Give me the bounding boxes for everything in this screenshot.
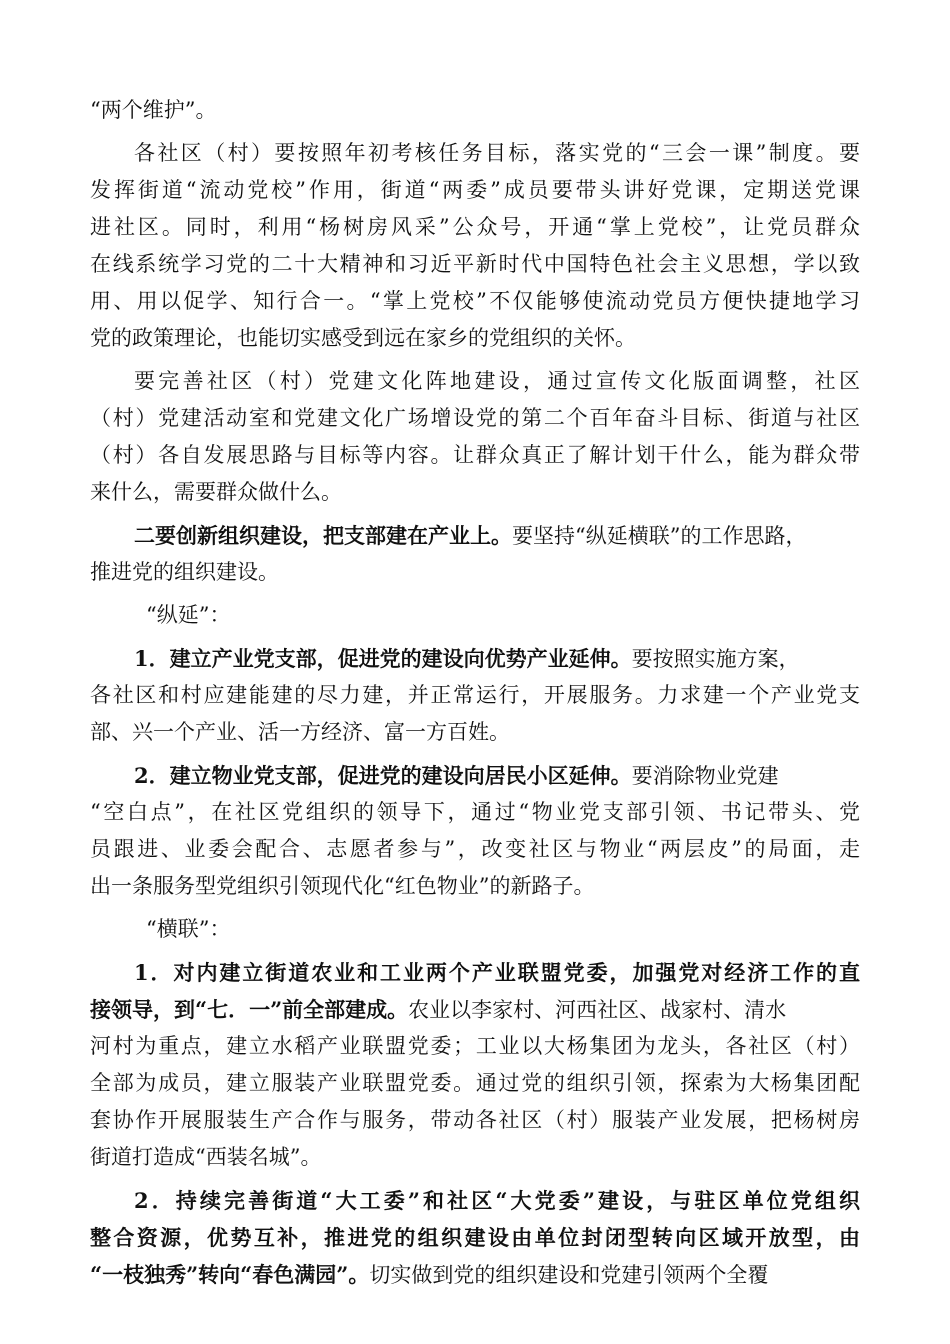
item-first-line (90, 757, 860, 794)
item-heading: 接领导，到“七．一”前全部建成。 (90, 997, 409, 1022)
text-line: 在线系统学习党的二十大精神和习近平新时代中国特色社会主义思想，学以致 (90, 252, 860, 276)
item-heading-line: 整合资源，优势互补，推进党的组织建设由单位封闭型转向区域开放型，由 (90, 1225, 860, 1250)
section-heading-text: 要坚持“纵延横联”的工作思路， (512, 524, 807, 548)
paragraph-first-line: 要完善社区（村）党建文化阵地建设，通过宣传文化版面调整，社区 (134, 369, 860, 393)
text-line: 套协作开展服装生产合作与服务，带动各社区（村）服装产业发展，把杨树房 (90, 1108, 860, 1132)
item-heading-line: 2．持续完善街道“大工委”和社区“大党委”建设，与驻区单位党组织 (134, 1188, 860, 1213)
item-first-line (90, 640, 860, 677)
text-line: 各社区和村应建能建的尽力建，并正常运行，开展服务。力求建一个产业党支 (90, 683, 860, 707)
text-line: 用、用以促学、知行合一。“掌上党校”不仅能够使流动党员方便快捷地学习 (90, 289, 860, 313)
item-text: 切实做到党的组织建设和党建引领两个全覆 (369, 1263, 769, 1287)
document-body (90, 92, 860, 1293)
section-heading-line (90, 517, 860, 554)
text-line: 河村为重点，建立水稻产业联盟党委；工业以大杨集团为龙头，各社区（村） (90, 1034, 860, 1058)
text-line: 街道打造成“西装名城”。 (90, 1145, 322, 1169)
item-text: 要按照实施方案， (631, 647, 800, 671)
text-line: 推进党的组织建设。 (90, 560, 279, 584)
item-text: 农业以李家村、河西社区、战家村、清水 (408, 998, 787, 1022)
text-line: 进社区。同时，利用“杨树房风采”公众号，开通“掌上党校”，让党员群众 (90, 215, 860, 239)
text-line: 全部为成员，建立服装产业联盟党委。通过党的组织引领，探索为大杨集团配 (90, 1071, 860, 1095)
item-text: 要消除物业党建 (631, 764, 779, 788)
item-heading: 2．建立物业党支部，促进党的建设向居民小区延伸。 (134, 763, 632, 788)
item-heading-continuation (90, 991, 860, 1028)
text-line: 出一条服务型党组织引领现代化“红色物业”的新路子。 (90, 874, 595, 898)
item-heading: “一枝独秀”转向“春色满园”。 (90, 1262, 370, 1287)
section-heading: 二要创新组织建设，把支部建在产业上。 (134, 523, 512, 548)
item-heading-continuation (90, 1256, 860, 1293)
text-line: 党的政策理论，也能切实感受到远在家乡的党组织的关怀。 (90, 326, 636, 350)
subsection-label: “纵延”： (146, 603, 231, 627)
text-line: 发挥街道“流动党校”作用，街道“两委”成员要带头讲好党课，定期送党课 (90, 178, 860, 202)
paragraph-first-line: 各社区（村）要按照年初考核任务目标，落实党的“三会一课”制度。要 (134, 141, 860, 165)
text-line: 部、兴一个产业、活一方经济、富一方百姓。 (90, 720, 510, 744)
text-line: （村）各自发展思路与目标等内容。让群众真正了解计划干什么，能为群众带 (90, 443, 860, 467)
text-line: （村）党建活动室和党建文化广场增设党的第二个百年奋斗目标、街道与社区 (90, 406, 860, 430)
item-heading: 1．建立产业党支部，促进党的建设向优势产业延伸。 (134, 646, 632, 671)
subsection-label: “横联”： (146, 917, 231, 941)
text-line: “空白点”，在社区党组织的领导下，通过“物业党支部引领、书记带头、党 (90, 800, 860, 824)
text-line: 员跟进、业委会配合、志愿者参与”，改变社区与物业“两层皮”的局面，走 (90, 837, 860, 861)
text-line: “两个维护”。 (90, 98, 217, 122)
text-line: 来什么，需要群众做什么。 (90, 480, 342, 504)
item-heading-line: 1．对内建立街道农业和工业两个产业联盟党委，加强党对经济工作的直 (134, 960, 860, 985)
